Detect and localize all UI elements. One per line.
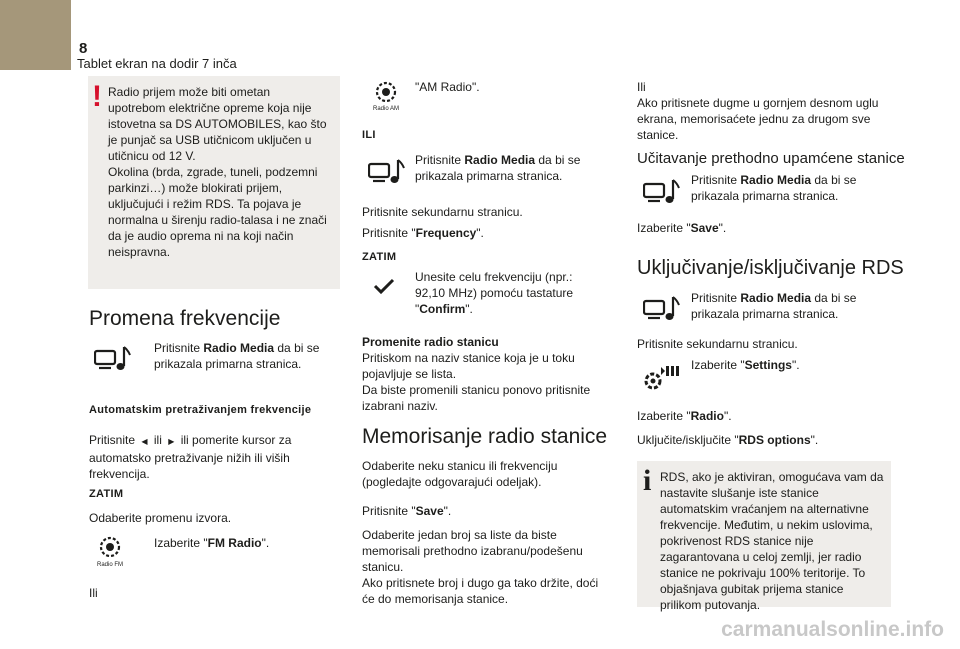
rm-bold: Radio Media (740, 173, 812, 187)
memorize-all-text: Ako pritisnete dugme u gornjem desnom uglu ekrana, memorisaćete jednu za drugom sve stanice. (637, 96, 879, 142)
enter-text: Unesite celu frekvenciju (npr.: 92,10 MHz) pomoću tastature " (415, 270, 574, 316)
radio-am-icon (374, 80, 398, 104)
step-text-post: da bi se prikazala primarna stranica. (154, 341, 320, 371)
rds-pre: Uključite/isključite " (637, 433, 739, 447)
radio-am-caption: Radio AM (372, 106, 399, 112)
enter-frequency-text (415, 269, 575, 317)
chapter-tab (0, 0, 71, 70)
press-frequency-text (362, 225, 484, 241)
radio-media-icon (643, 294, 681, 322)
page-header: Tablet ekran na dodir 7 inča (77, 56, 237, 71)
fm-bold: FM Radio (207, 536, 262, 550)
select-save-text (637, 220, 726, 236)
radio-media-icon (643, 177, 681, 205)
select-radio-text (637, 408, 732, 424)
warning-text: Radio prijem može biti ometan upotrebom električne opreme koja nije istovetna sa DS AUTOMOBILES, kao što je punjač sa USB utičnicom uključen u utičnicu od 12 V. Okolina (brda, zgrade, tuneli, podzemni parkinzi…) može blokirati prijem, uključujući i režim RDS. Ta pojava je normalna u širenju radio-talasa i ne znači da je audio oprema ni na koji način neispravna. (108, 85, 327, 259)
or-text-col3: Ili (637, 80, 646, 94)
change-station-heading: Promenite radio stanicu (362, 335, 499, 349)
settings-gear-icon (640, 362, 682, 392)
freq-bold: Frequency (415, 226, 477, 240)
confirm-bold: Confirm (419, 302, 466, 316)
save-bold: Save (690, 221, 719, 235)
section-title-frequency: Promena frekvencije (89, 307, 281, 330)
fm-pre: Izaberite " (154, 536, 208, 550)
or-label: ili (153, 433, 162, 447)
rds-post: ". (810, 433, 819, 447)
save-pre: Pritisnite " (362, 504, 416, 518)
freq-pre: Pritisnite " (362, 226, 416, 240)
settings-bold: Settings (744, 358, 792, 372)
checkmark-icon (372, 276, 396, 296)
radio-fm-caption: Radio FM (96, 562, 123, 568)
info-text: RDS, ako je aktiviran, omogućava vam da nastavite slušanje iste stanice automatskim vraćanjem na alternativne frekvencije. Međutim, u nekim uslovima, pokrivenost RDS stanice nije zagarantovana u celoj zemlji, jer radio stanice ne pokrivaju 100% teritorije. To objašnjava gubitak prijema stanice prilikom putovanja. (660, 470, 884, 612)
subheading-auto-search: Automatskim pretraživanjem frekvencije (89, 404, 312, 416)
step-text-bold: Radio Media (203, 341, 275, 355)
rm-pre: Pritisnite (691, 291, 741, 305)
section-title-memorize: Memorisanje radio stanice (362, 425, 608, 448)
memorize-list-text: Odaberite jedan broj sa liste da biste memorisali prethodno izabranu/podešenu stanicu. Ako pritisnete broj i dugo ga tako držite, doći će do memorisanja stanice. (362, 528, 599, 606)
step-radio-media-col2 (415, 152, 595, 184)
secondary-page-text-col3: Pritisnite sekundarnu stranicu. (637, 337, 798, 351)
change-station-text: Pritiskom na naziv stanice koja je u toku pojavljuje se lista. Da biste promenili stanicu ponovo pritisnite izabrani naziv. (362, 351, 591, 413)
choose-station-text: Odaberite neku stanicu ili frekvenciju (pogledajte odgovarajući odeljak). (362, 459, 558, 489)
save-post: ". (443, 504, 452, 518)
step-radio-media-col3 (691, 172, 871, 204)
radio-post: ". (723, 409, 732, 423)
rm-post: da bi se prikazala primarna stranica. (691, 291, 857, 321)
rm-post: da bi se prikazala primarna stranica. (415, 153, 581, 183)
watermark: carmanualsonline.info (721, 618, 944, 641)
select-settings-text (691, 357, 800, 373)
radio-fm-icon (98, 535, 122, 559)
press-label: Pritisnite (89, 433, 136, 447)
settings-post: ". (791, 358, 800, 372)
fm-post: ". (261, 536, 270, 550)
save-post: ". (718, 221, 727, 235)
step-radio-media-col3b (691, 290, 871, 322)
save-bold: Save (415, 504, 444, 518)
step-radio-media (154, 340, 324, 372)
rm-bold: Radio Media (464, 153, 536, 167)
press-save-text (362, 503, 451, 519)
freq-post: ". (476, 226, 484, 240)
save-pre: Izaberite " (637, 221, 691, 235)
confirm-post: ". (465, 302, 473, 316)
then-label: ZATIM (89, 488, 124, 500)
info-icon: i (643, 464, 652, 497)
rm-post: da bi se prikazala primarna stranica. (691, 173, 857, 203)
left-arrow-icon: ◀ (141, 437, 148, 446)
rm-pre: Pritisnite (415, 153, 465, 167)
or-text-col1: Ili (89, 586, 98, 600)
right-arrow-icon: ▶ (168, 437, 175, 446)
select-fm-text (154, 535, 269, 551)
toggle-rds-text (637, 432, 818, 448)
section-title-load: Učitavanje prethodno upamćene stanice (637, 150, 905, 167)
radio-media-icon (94, 344, 132, 372)
step-text-pre: Pritisnite (154, 341, 204, 355)
or-label-col2: ILI (362, 129, 376, 141)
then-label-col2: ZATIM (362, 251, 397, 263)
exclamation-icon: ! (92, 80, 102, 113)
section-title-rds: Uključivanje/isključivanje RDS (637, 257, 904, 279)
secondary-page-text: Pritisnite sekundarnu stranicu. (362, 205, 523, 219)
radio-bold: Radio (690, 409, 724, 423)
page-number: 8 (79, 40, 88, 57)
choose-source-text: Odaberite promenu izvora. (89, 511, 232, 525)
press-text-rest: ili pomerite kursor za automatsko pretraživanje nižih ili viših frekvencija. (89, 433, 292, 481)
rm-pre: Pritisnite (691, 173, 741, 187)
auto-search-text (89, 432, 309, 482)
settings-pre: Izaberite " (691, 358, 745, 372)
rm-bold: Radio Media (740, 291, 812, 305)
am-radio-text: "AM Radio". (415, 80, 480, 94)
radio-media-icon (368, 157, 406, 185)
rds-bold: RDS options (738, 433, 811, 447)
radio-pre: Izaberite " (637, 409, 691, 423)
